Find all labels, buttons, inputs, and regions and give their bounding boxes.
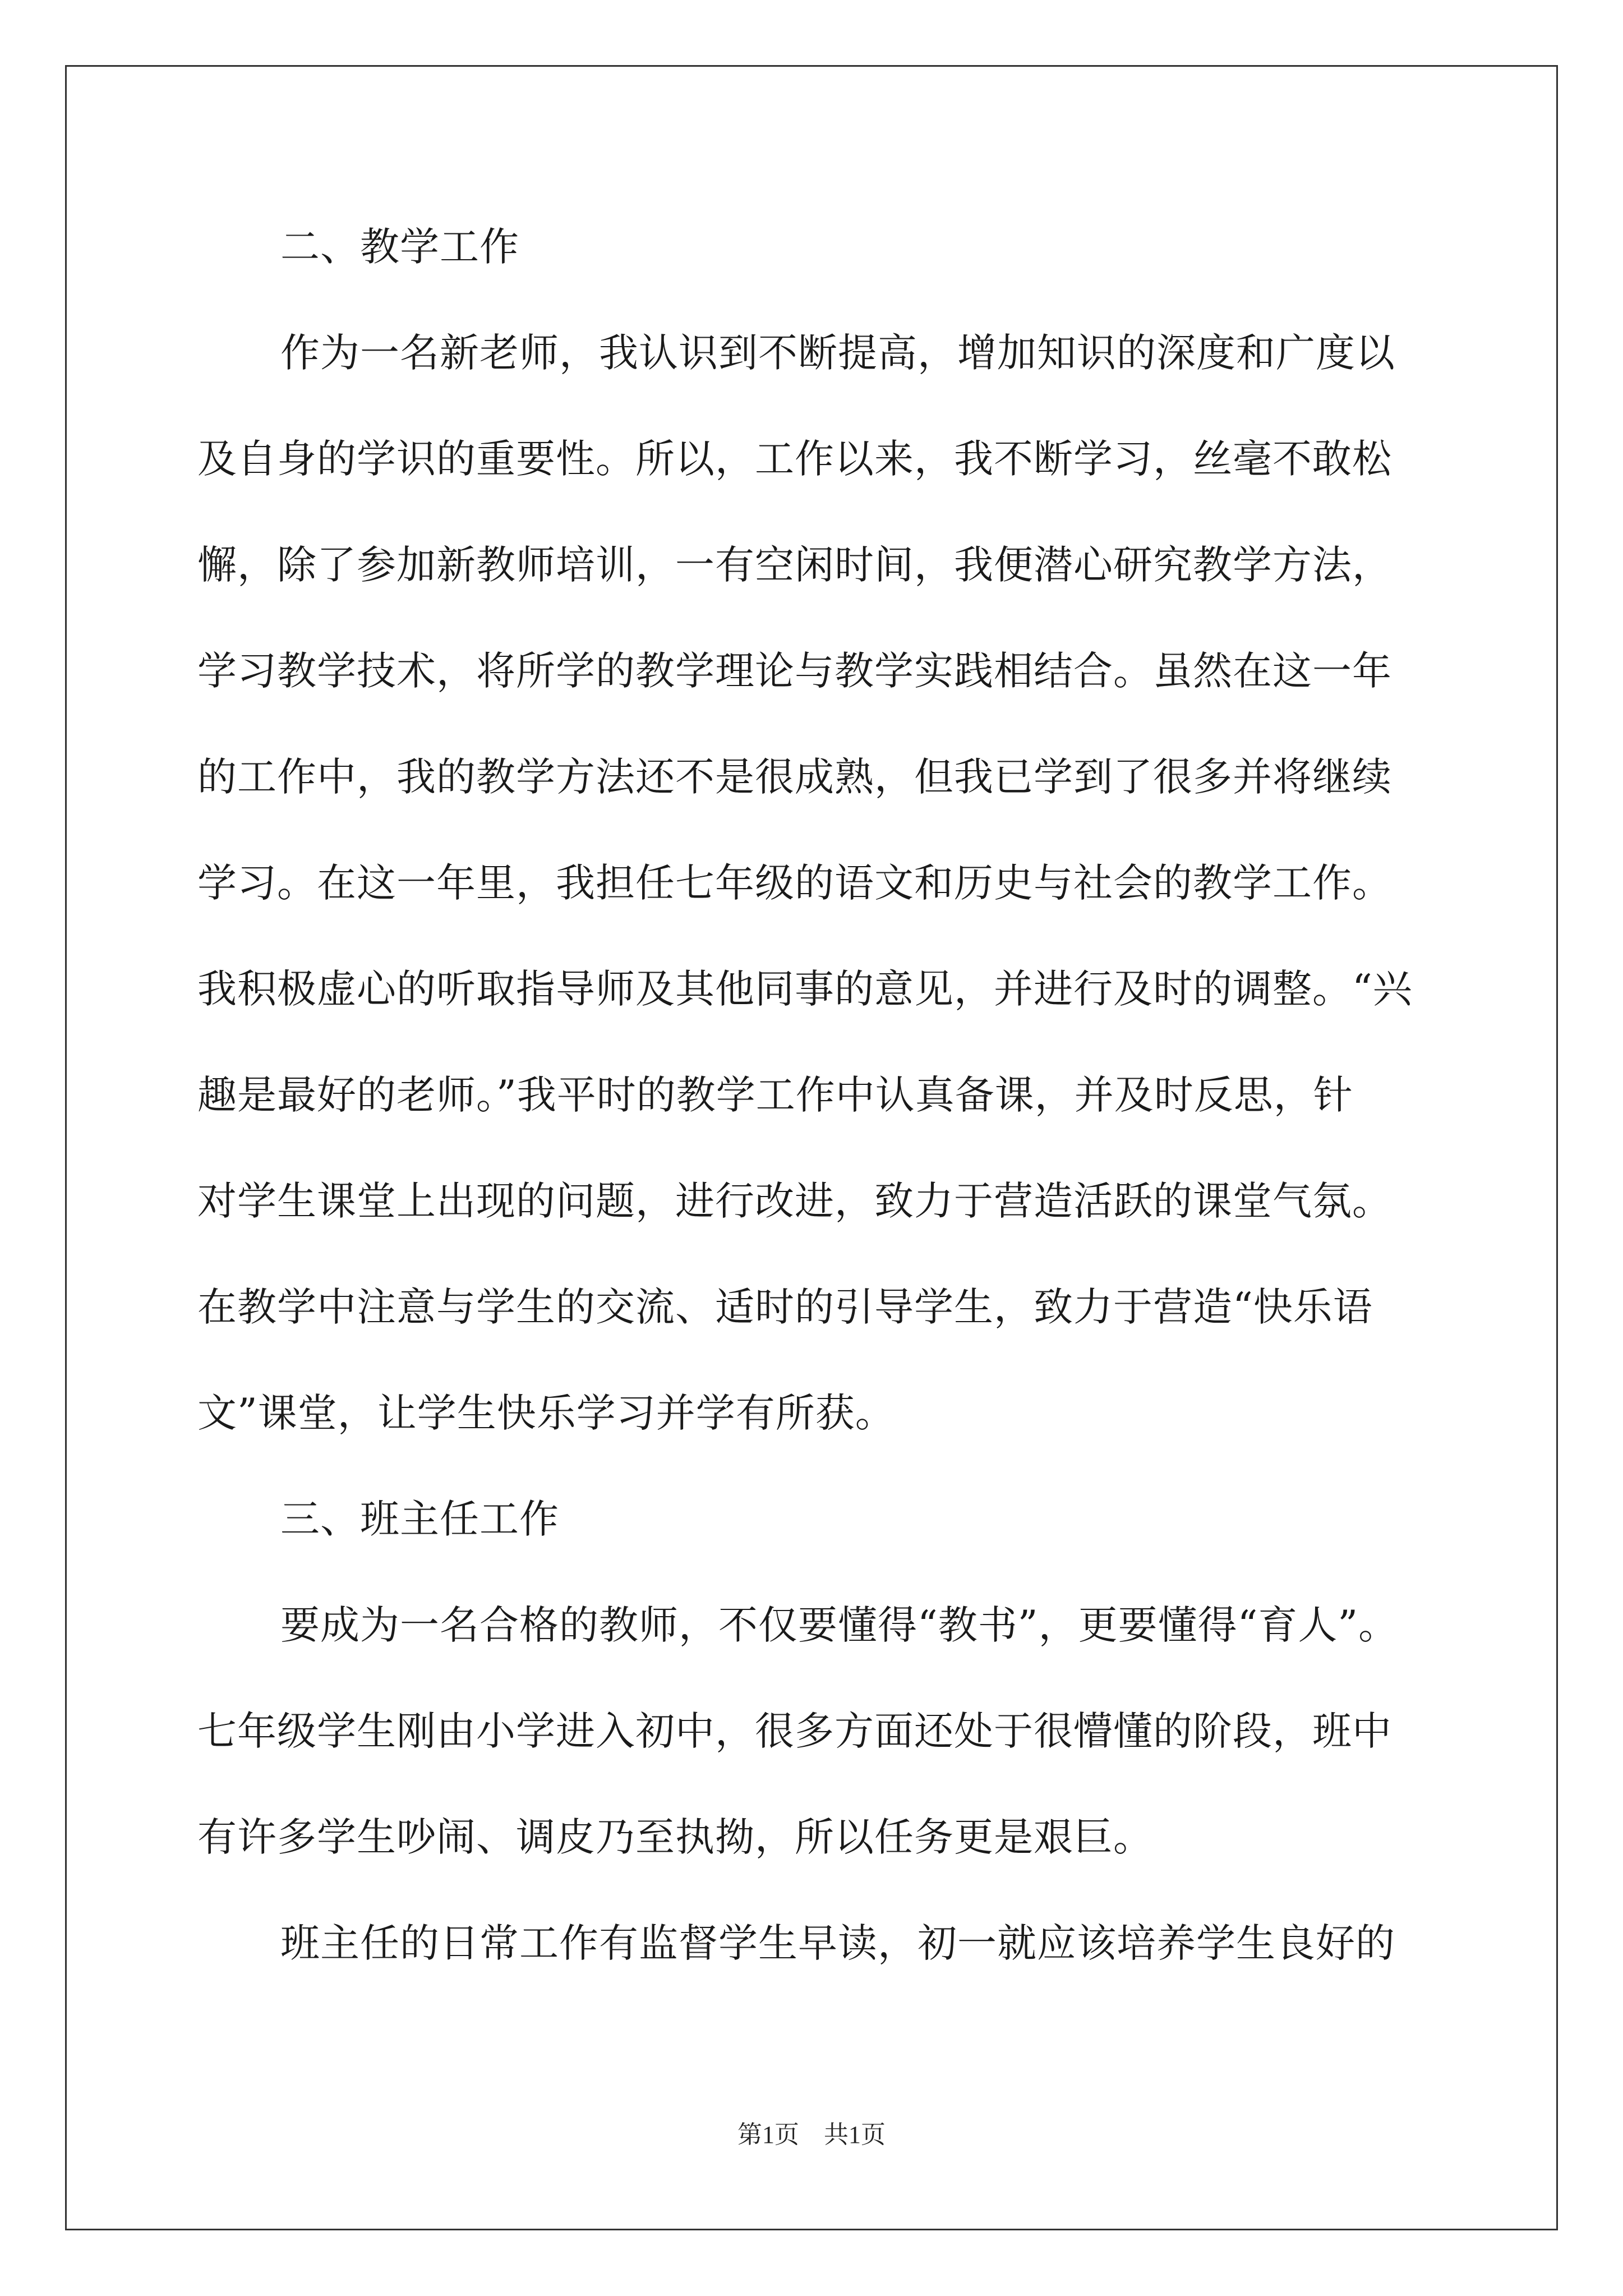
paragraph-line: 在教学中注意与学生的交流、适时的引导学生，致力于营造“快乐语 — [197, 1284, 1373, 1330]
paragraph-line: 班主任的日常工作有监督学生早读，初一就应该培养学生良好的 — [280, 1920, 1395, 1966]
paragraph-line: 我积极虚心的听取指导师及其他同事的意见，并进行及时的调整。“兴 — [197, 966, 1413, 1012]
section-heading-teaching: 二、教学工作 — [280, 224, 519, 270]
paragraph-line: 的工作中，我的教学方法还不是很成熟，但我已学到了很多并将继续 — [197, 754, 1392, 800]
paragraph-line: 七年级学生刚由小学进入初中，很多方面还处于很懵懂的阶段，班中 — [197, 1708, 1392, 1754]
paragraph-line: 有许多学生吵闹、调皮乃至执拗，所以任务更是艰巨。 — [197, 1814, 1153, 1860]
paragraph-line: 懈，除了参加新教师培训，一有空闲时间，我便潜心研究教学方法， — [197, 542, 1392, 588]
section-heading-head-teacher: 三、班主任工作 — [280, 1496, 559, 1542]
paragraph-line: 要成为一名合格的教师，不仅要懂得“教书”，更要懂得“育人”。 — [280, 1602, 1399, 1648]
page-border — [65, 65, 1558, 2230]
paragraph-line: 学习。在这一年里，我担任七年级的语文和历史与社会的教学工作。 — [197, 860, 1392, 906]
paragraph-line: 对学生课堂上出现的问题，进行改进，致力于营造活跃的课堂气氛。 — [197, 1178, 1392, 1224]
page-number-footer: 第1页 共1页 — [737, 2121, 886, 2148]
paragraph-line: 趣是最好的老师。”我平时的教学工作中认真备课，并及时反思，针 — [197, 1072, 1353, 1118]
paragraph-line: 文”课堂，让学生快乐学习并学有所获。 — [197, 1390, 895, 1436]
paragraph-line: 及自身的学识的重要性。所以，工作以来，我不断学习，丝毫不敢松 — [197, 436, 1392, 482]
paragraph-line: 作为一名新老师，我认识到不断提高，增加知识的深度和广度以 — [280, 330, 1395, 376]
paragraph-line: 学习教学技术，将所学的教学理论与教学实践相结合。虽然在这一年 — [197, 648, 1392, 694]
